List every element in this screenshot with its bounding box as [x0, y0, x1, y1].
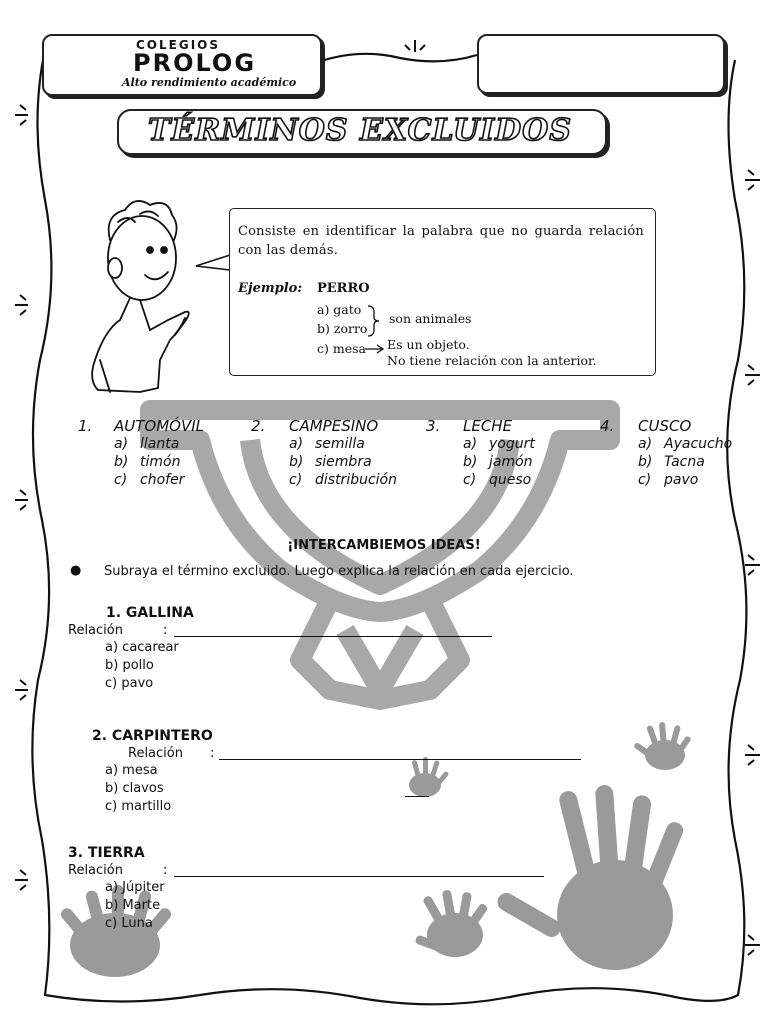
exercise-title: 1. GALLINA — [106, 605, 194, 621]
exercise-option: a) Júpiter — [105, 880, 165, 895]
relation-label: Relación — [128, 746, 183, 761]
exercise-option: a) mesa — [105, 763, 158, 778]
exercise-option: c) pavo — [105, 676, 154, 691]
relation-label: Relación — [68, 863, 123, 878]
example-word: PERRO — [317, 281, 370, 296]
example-number: 4. — [600, 417, 615, 435]
example-item: c) distribución — [289, 472, 397, 488]
arrow-right-icon — [364, 343, 386, 355]
example-option: a) gato — [317, 302, 362, 317]
brace-note: son animales — [389, 311, 472, 326]
example-option: c) mesa — [317, 341, 366, 356]
example-title: LECHE — [463, 417, 513, 435]
watermark-emblem-icon — [150, 410, 610, 700]
example-item: c) chofer — [114, 472, 185, 488]
example-item: b) jamón — [463, 454, 533, 470]
example-item: a) llanta — [114, 436, 180, 452]
exercise-title: 2. CARPINTERO — [92, 728, 213, 744]
example-item: b) timón — [114, 454, 181, 470]
example-item: b) siembra — [289, 454, 372, 470]
arrow-note-1: Es un objeto. — [387, 337, 470, 352]
exercise-option: c) Luna — [105, 916, 153, 931]
example-number: 1. — [78, 417, 93, 435]
exercise-option: a) cacarear — [105, 640, 179, 655]
exercise-option: b) clavos — [105, 781, 164, 796]
handprint-icon — [633, 722, 692, 770]
example-option: b) zorro — [317, 321, 368, 336]
brace-icon — [365, 304, 383, 338]
logo-colegios-text: COLEGIOS — [136, 38, 221, 52]
example-item: a) yogurt — [463, 436, 535, 452]
exercise-option: c) martillo — [105, 799, 172, 814]
definition-text: Consiste en identificar la palabra que no guarda relación con las demás. — [238, 224, 644, 258]
student-name-box — [477, 34, 725, 94]
example-item: a) Ayacucho — [638, 436, 733, 452]
relation-answer-line[interactable] — [174, 636, 492, 637]
bullet-icon: ● — [70, 563, 82, 578]
exercise-option: b) pollo — [105, 658, 154, 673]
relation-colon: : — [163, 863, 168, 878]
relation-colon: : — [163, 623, 168, 638]
arrow-note-2: No tiene relación con la anterior. — [387, 353, 597, 368]
example-item: b) Tacna — [638, 454, 705, 470]
relation-answer-line[interactable] — [174, 876, 544, 877]
example-title: AUTOMÓVIL — [114, 417, 204, 435]
example-number: 2. — [251, 417, 266, 435]
section-title: ¡INTERCAMBIEMOS IDEAS! — [287, 538, 481, 553]
example-block-1 — [78, 417, 92, 435]
boy-illustration — [92, 201, 189, 392]
example-item: c) queso — [463, 472, 532, 488]
speech-tail — [196, 255, 230, 270]
handprint-icon — [414, 889, 488, 957]
example-title: CAMPESINO — [289, 417, 379, 435]
example-title: CUSCO — [638, 417, 692, 435]
example-label: Ejemplo: — [238, 281, 303, 296]
example-number: 3. — [426, 417, 441, 435]
handprint-icon — [409, 757, 449, 797]
handprint-icon — [494, 784, 685, 970]
logo-tagline: Alto rendimiento académico — [122, 76, 297, 89]
instruction-text: Subraya el término excluido. Luego explica la relación en cada ejercicio. — [104, 564, 574, 579]
page-title: TÉRMINOS EXCLUIDOS — [148, 113, 572, 148]
example-item: c) pavo — [638, 472, 699, 488]
example-item: a) semilla — [289, 436, 365, 452]
exercise-option: b) Marte — [105, 898, 161, 913]
relation-label: Relación — [68, 623, 123, 638]
logo-prolog-text: PROLOG — [133, 49, 257, 77]
relation-colon: : — [210, 746, 215, 761]
short-line — [405, 796, 429, 797]
exercise-title: 3. TIERRA — [68, 845, 145, 861]
relation-answer-line[interactable] — [219, 759, 581, 760]
